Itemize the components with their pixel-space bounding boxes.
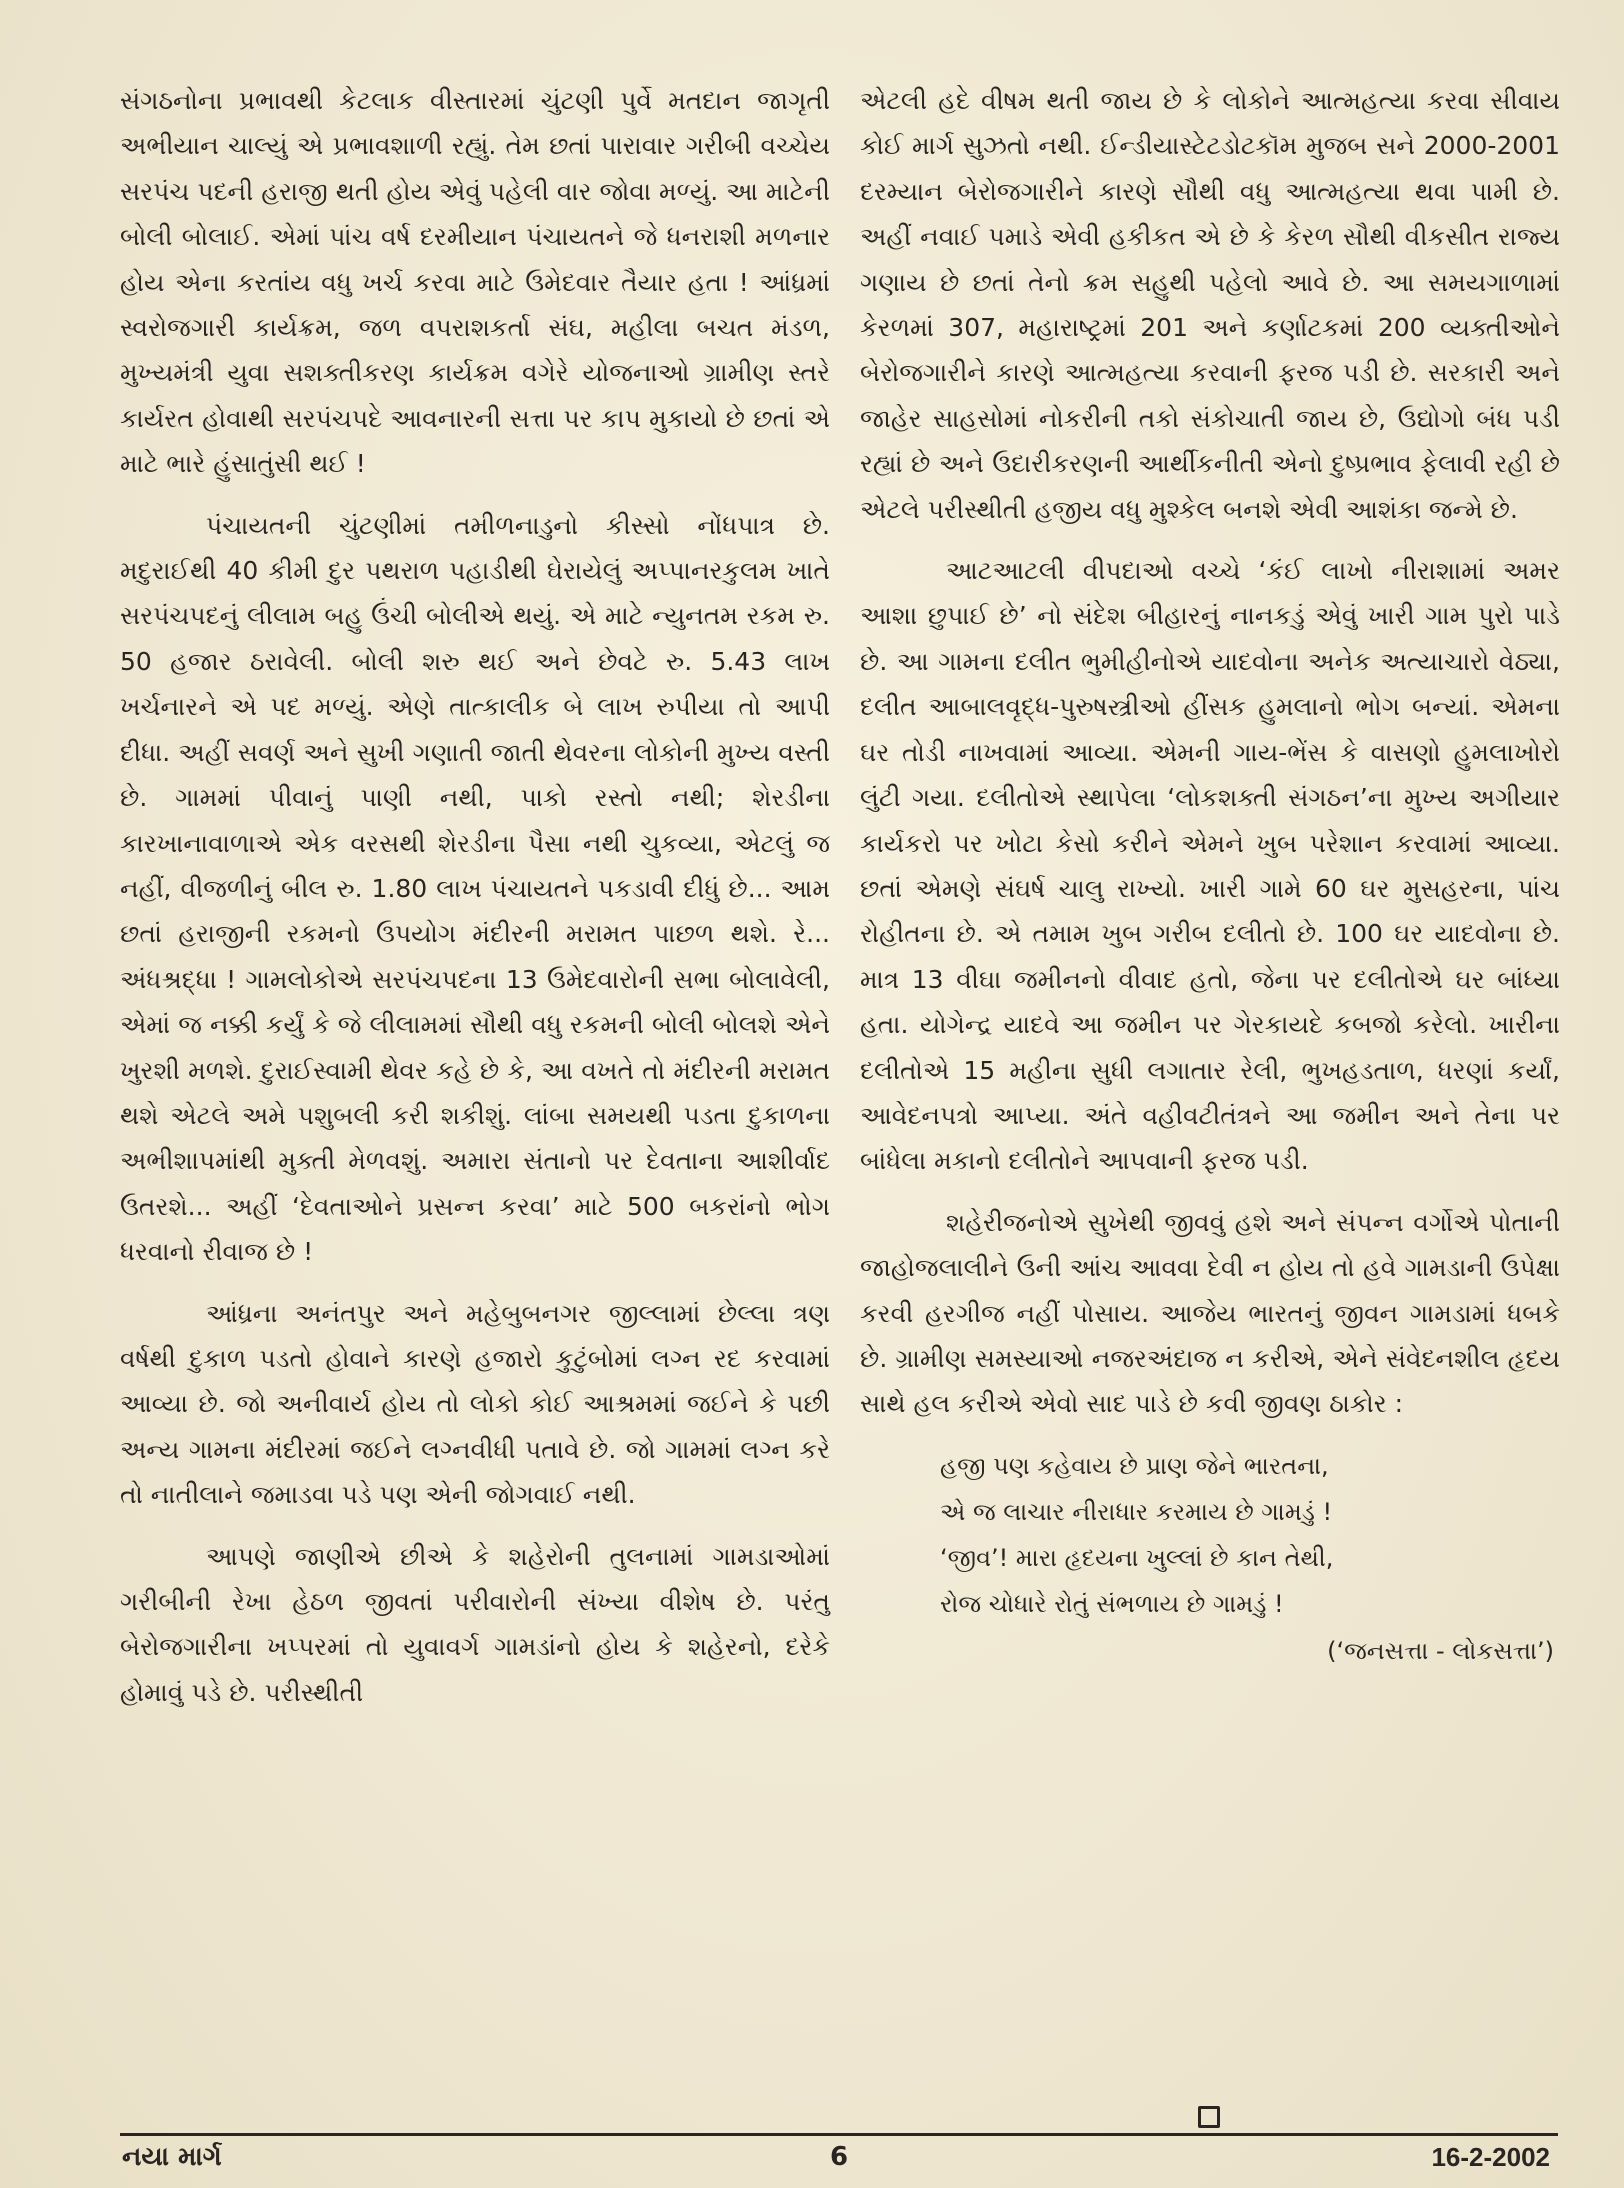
poem-line: રોજ ચોધારે રોતું સંભળાય છે ગામડું ! [940, 1589, 1284, 1618]
issue-date: 16-2-2002 [1431, 2142, 1550, 2172]
right-column [860, 78, 1560, 1673]
paragraph-conclusion: શહેરીજનોએ સુખેથી જીવવું હશે અને સંપન્ન વર્ગોએ પોતાની જાહોજલાલીને ઉની આંચ આવવા દેવી ન હોય તો હવે ગામડાની ઉપેક્ષા કરવી હરગીજ નહીં પોસાય. આજેય ભારતનું જીવન ગામડામાં ધબકે છે. ગ્રામીણ સમસ્યાઓ નજરઅંદાજ ન કરીએ, એને સંવેદનશીલ હૃદય સાથે હલ કરીએ એવો સાદ પાડે છે કવી જીવણ ઠાકોર : [860, 1207, 1560, 1419]
paragraph-sarpanch-auction: સંગઠનોના પ્રભાવથી કેટલાક વીસ્તારમાં ચુંટણી પુર્વે મતદાન જાગૃતી અભીયાન ચાલ્યું એ પ્રભાવશાળી રહ્યું. તેમ છતાં પારાવાર ગરીબી વચ્ચેય સરપંચ પદની હરાજી થતી હોય એવું પહેલી વાર જોવા મળ્યું. આ માટેની બોલી બોલાઈ. એમાં પાંચ વર્ષ દરમીયાન પંચાયતને જે ધનરાશી મળનાર હોય એના કરતાંય વધુ ખર્ચ કરવા માટે ઉમેદવાર તૈયાર હતા ! આંધ્રમાં સ્વરોજગારી કાર્યક્રમ, જળ વપરાશકર્તા સંઘ, મહીલા બચત મંડળ, મુખ્યમંત્રી યુવા સશક્તીકરણ કાર્યક્રમ વગેરે યોજનાઓ ગ્રામીણ સ્તરે કાર્યરત હોવાથી સરપંચપદે આવનારની સત્તા પર કાપ મુકાયો છે છતાં એ માટે ભારે હુંસાતુંસી થઈ ! [120, 86, 830, 479]
source-attribution: (‘જનસત્તા - લોકસત્તા’) [1327, 1636, 1554, 1665]
page-number: 6 [830, 2142, 849, 2172]
article-end-mark [1198, 2106, 1220, 2128]
poem-line: એ જ લાચાર નીરાધાર કરમાય છે ગામડું ! [940, 1497, 1333, 1526]
paragraph-tamilnadu-case: પંચાયતની ચુંટણીમાં તમીળનાડુનો કીસ્સો નોંધપાત્ર છે. મદુરાઈથી 40 કીમી દુર પથરાળ પહાડીથી ઘેરાયેલું અપ્પાનરકુલમ ખાતે સરપંચપદનું લીલામ બહુ ઉંચી બોલીએ થયું. એ માટે ન્યુનતમ રકમ રુ. 50 હજાર ઠરાવેલી. બોલી શરુ થઈ અને છેવટે રુ. 5.43 લાખ ખર્ચનારને એ પદ મળ્યું. એણે તાત્કાલીક બે લાખ રુપીયા તો આપી દીધા. અહીં સવર્ણ અને સુખી ગણાતી જાતી થેવરના લોકોની મુખ્ય વસ્તી છે. ગામમાં પીવાનું પાણી નથી, પાકો રસ્તો નથી; શેરડીના કારખાનાવાળાએ એક વરસથી શેરડીના પૈસા નથી ચુકવ્યા, એટલું જ નહીં, વીજળીનું બીલ રુ. 1.80 લાખ પંચાયતને પકડાવી દીધું છે... આમ છતાં હરાજીની રકમનો ઉપયોગ મંદીરની મરામત પાછળ થશે. રે... અંધશ્રદ્ધા ! ગામલોકોએ સરપંચપદના 13 ઉમેદવારોની સભા બોલાવેલી, એમાં જ નક્કી કર્યું કે જે લીલામમાં સૌથી વધુ રકમની બોલી બોલશે એને ખુરશી મળશે. દુરાઈસ્વામી થેવર કહે છે કે, આ વખતે તો મંદીરની મરામત થશે એટલે અમે પશુબલી કરી શકીશું. લાંબા સમયથી પડતા દુકાળના અભીશાપમાંથી મુક્તી મેળવશું. અમારા સંતાનો પર દેવતાના આશીર્વાદ ઉતરશે... અહીં ‘દેવતાઓને પ્રસન્ન કરવા’ માટે 500 બકરાંનો ભોગ ધરવાનો રીવાજ છે ! [120, 510, 830, 1267]
publication-name: નયા માર્ગ [122, 2142, 222, 2172]
paragraph-khari-village: આટઆટલી વીપદાઓ વચ્ચે ‘કંઈ લાખો નીરાશામાં અમર આશા છુપાઈ છે’ નો સંદેશ બીહારનું નાનકડું એવું ખારી ગામ પુરો પાડે છે. આ ગામના દલીત ભુમીહીનોએ યાદવોના અનેક અત્યાચારો વેઠ્યા, દલીત આબાલવૃદ્ધ-પુરુષસ્ત્રીઓ હીંસક હુમલાનો ભોગ બન્યાં. એમના ઘર તોડી નાખવામાં આવ્યા. એમની ગાય-ભેંસ કે વાસણો હુમલાખોરો લુંટી ગયા. દલીતોએ સ્થાપેલા ‘લોકશક્તી સંગઠન’ના મુખ્ય અગીયાર કાર્યકરો પર ખોટા કેસો કરીને એમને ખુબ પરેશાન કરવામાં આવ્યા. છતાં એમણે સંઘર્ષ ચાલુ રાખ્યો. ખારી ગામે 60 ઘર મુસહરના, પાંચ રોહીતના છે. એ તમામ ખુબ ગરીબ દલીતો છે. 100 ઘર યાદવોના છે. માત્ર 13 વીઘા જમીનનો વીવાદ હતો, જેના પર દલીતોએ ઘર બાંધ્યા હતા. યોગેન્દ્ર યાદવે આ જમીન પર ગેરકાયદે કબજો કરેલો. ખારીના દલીતોએ 15 મહીના સુધી લગાતાર રેલી, ભુખહડતાળ, ધરણાં કર્યાં, આવેદનપત્રો આપ્યા. અંતે વહીવટીતંત્રને આ જમીન અને તેના પર બાંધેલા મકાનો દલીતોને આપવાની ફરજ પડી. [860, 556, 1560, 1176]
poem-line: હજી પણ કહેવાય છે પ્રાણ જેને ભારતના, [940, 1451, 1329, 1480]
poem-line: ‘જીવ’! મારા હૃદયના ખુલ્લાં છે કાન તેથી, [940, 1543, 1334, 1572]
paragraph-rural-poverty: આપણે જાણીએ છીએ કે શહેરોની તુલનામાં ગામડાઓમાં ગરીબીની રેખા હેઠળ જીવતાં પરીવારોની સંખ્યા વીશેષ છે. પરંતુ બેરોજગારીના ખપ્પરમાં તો યુવાવર્ગ ગામડાંનો હોય કે શહેરનો, દરેકે હોમાવું પડે છે. પરીસ્થીતી [120, 1541, 830, 1707]
left-column [120, 78, 830, 1731]
paragraph-unemployment-suicides: એટલી હદે વીષમ થતી જાય છે કે લોકોને આત્મહત્યા કરવા સીવાય કોઈ માર્ગ સુઝતો નથી. ઈન્ડીયાસ્ટેટડોટકૉમ મુજબ સને 2000-2001 દરમ્યાન બેરોજગારીને કારણે સૌથી વધુ આત્મહત્યા થવા પામી છે. અહીં નવાઈ પમાડે એવી હકીકત એ છે કે કેરળ સૌથી વીકસીત રાજ્ય ગણાય છે છતાં તેનો ક્રમ સહુથી પહેલો આવે છે. આ સમયગાળામાં કેરળમાં 307, મહારાષ્ટ્રમાં 201 અને કર્ણાટકમાં 200 વ્યક્તીઓને બેરોજગારીને કારણે આત્મહત્યા કરવાની ફરજ પડી છે. સરકારી અને જાહેર સાહસોમાં નોકરીની તકો સંકોચાતી જાય છે, ઉદ્યોગો બંધ પડી રહ્યાં છે અને ઉદારીકરણની આર્થીકનીતી એનો દુષ્પ્રભાવ ફેલાવી રહી છે એટલે પરીસ્થીતી હજીય વધુ મુશ્કેલ બનશે એવી આશંકા જન્મે છે. [860, 86, 1560, 524]
poem-block [940, 1443, 1560, 1627]
paragraph-andhra-drought: આંધ્રના અનંતપુર અને મહેબુબનગર જીલ્લામાં છેલ્લા ત્રણ વર્ષથી દુકાળ પડતો હોવાને કારણે હજારો કુટુંબોમાં લગ્ન રદ કરવામાં આવ્યા છે. જો અનીવાર્ય હોય તો લોકો કોઈ આશ્રમમાં જઈને કે પછી અન્ય ગામના મંદીરમાં જઈને લગ્નવીધી પતાવે છે. જો ગામમાં લગ્ન કરે તો નાતીલાને જમાડવા પડે પણ એની જોગવાઈ નથી. [120, 1298, 830, 1510]
footer-divider [120, 2133, 1558, 2136]
